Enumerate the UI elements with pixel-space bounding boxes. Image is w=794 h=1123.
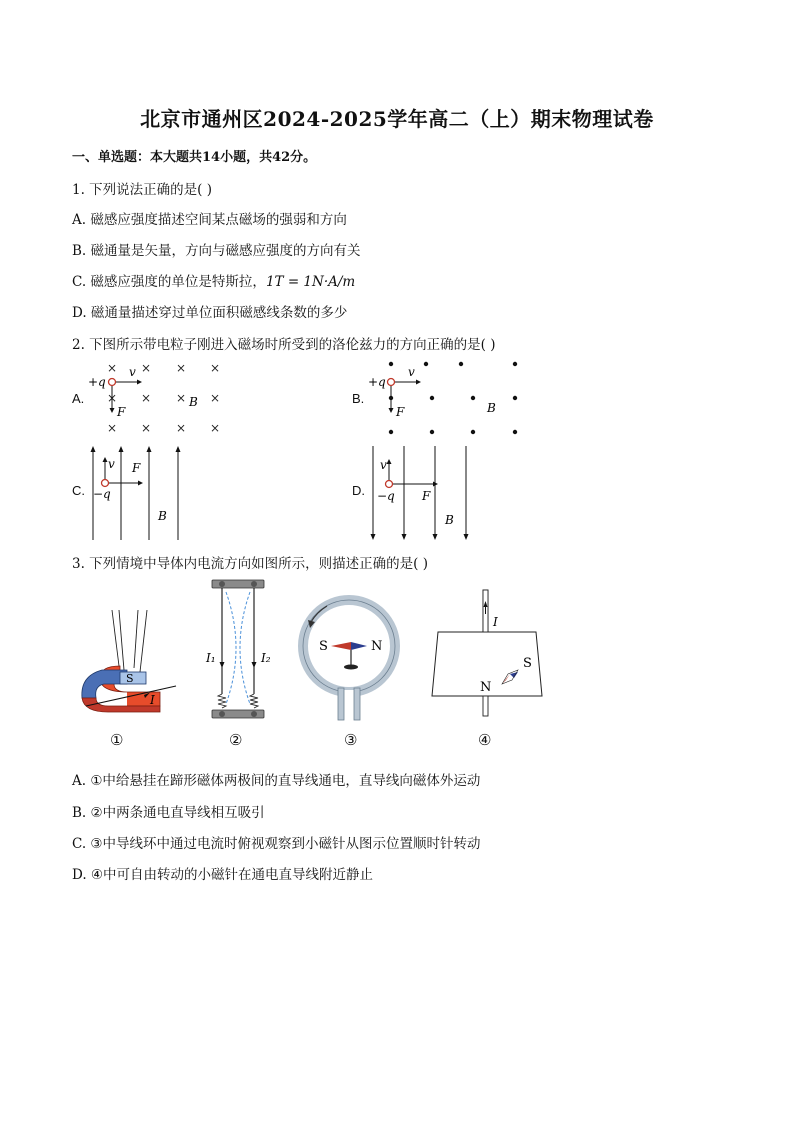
compass-s-label: S xyxy=(523,656,532,671)
wire-lower xyxy=(483,696,488,716)
suspension-threads xyxy=(112,610,147,674)
q1-option-c-text: C. 磁感应强度的单位是特斯拉， xyxy=(72,274,266,290)
v-label: v xyxy=(380,458,387,472)
section-heading: 一、单选题：本大题共14小题，共42分。 xyxy=(72,150,317,165)
svg-text:×: × xyxy=(209,421,221,435)
q2-figure-c xyxy=(85,444,195,542)
svg-text:×: × xyxy=(209,361,221,375)
q3-option-a: A. ①中给悬挂在蹄形磁体两极间的直导线通电，直导线向磁体外运动 xyxy=(72,773,481,789)
v-label: v xyxy=(108,457,115,471)
svg-text:×: × xyxy=(106,391,118,405)
compass-stand xyxy=(344,665,358,670)
q2-label-b: B. xyxy=(352,391,365,406)
q3-figure-3-current-loop xyxy=(293,590,405,722)
q3-figure-2-parallel-wires xyxy=(198,578,278,724)
compass-needle-s xyxy=(331,642,351,650)
q1-option-d: D. 磁通量描述穿过单位面积磁感线条数的多少 xyxy=(72,305,348,321)
page-title: 北京市通州区2024-2025学年高二（上）期末物理试卷 xyxy=(140,107,654,131)
v-label: v xyxy=(129,365,136,379)
q2-figure-b xyxy=(365,358,530,438)
svg-text:×: × xyxy=(140,361,152,375)
q3-figure-4-wire-plane xyxy=(430,588,546,720)
fig-label-1: ① xyxy=(110,731,124,749)
b-label: B xyxy=(189,395,198,409)
b-label: B xyxy=(487,401,496,415)
particle xyxy=(102,480,109,487)
q2-stem: 2. 下图所示带电粒子刚进入磁场时所受到的洛伦兹力的方向正确的是( ) xyxy=(72,337,496,353)
svg-text:×: × xyxy=(175,391,187,405)
svg-text:×: × xyxy=(106,421,118,435)
q3-option-c: C. ③中导线环中通过电流时俯视观察到小磁针从图示位置顺时针转动 xyxy=(72,836,481,852)
i2-label: I₂ xyxy=(261,651,271,665)
q3-option-b: B. ②中两条通电直导线相互吸引 xyxy=(72,805,265,821)
particle xyxy=(386,481,393,488)
charge-label: +q xyxy=(88,375,106,389)
charge-label: −q xyxy=(93,487,111,501)
spring-2 xyxy=(250,694,258,708)
svg-text:×: × xyxy=(106,361,118,375)
particle xyxy=(109,379,116,386)
q2-label-d: D. xyxy=(352,483,365,498)
spring-1 xyxy=(218,694,226,708)
q1-option-c xyxy=(72,270,355,290)
fig-label-3: ③ xyxy=(344,731,358,749)
pole-s-label: S xyxy=(126,672,134,685)
svg-text:×: × xyxy=(175,361,187,375)
q1-option-b: B. 磁通量是矢量，方向与磁感应强度的方向有关 xyxy=(72,243,361,259)
f-label: F xyxy=(422,489,431,503)
fig-label-4: ④ xyxy=(478,731,492,749)
q3-stem: 3. 下列情境中导体内电流方向如图所示，则描述正确的是( ) xyxy=(72,556,428,572)
compass-needle-n xyxy=(351,642,367,650)
svg-text:×: × xyxy=(175,421,187,435)
q2-label-c: C. xyxy=(72,483,85,498)
q2-label-a: A. xyxy=(72,391,85,406)
compass-n-label: N xyxy=(480,680,492,695)
charge-label: +q xyxy=(368,375,386,389)
compass-s-label: S xyxy=(319,639,328,654)
svg-text:×: × xyxy=(140,421,152,435)
particle xyxy=(388,379,395,386)
i1-label: I₁ xyxy=(206,651,216,665)
f-label: F xyxy=(117,405,126,419)
compass-n-label: N xyxy=(371,639,383,654)
q1-option-c-formula: 1T = 1N·A/m xyxy=(265,274,356,290)
v-label: v xyxy=(408,365,415,379)
current-label: I xyxy=(493,615,498,629)
f-label: F xyxy=(132,461,141,475)
cross-field xyxy=(107,361,220,435)
q2-figure-d xyxy=(365,444,475,542)
q2-figure-a xyxy=(85,358,235,438)
svg-text:×: × xyxy=(209,391,221,405)
b-label: B xyxy=(158,509,167,523)
q3-figure-1-horseshoe-magnet xyxy=(72,608,182,720)
f-label: F xyxy=(396,405,405,419)
q3-option-d: D. ④中可自由转动的小磁针在通电直导线附近静止 xyxy=(72,867,374,883)
q1-stem: 1. 下列说法正确的是( ) xyxy=(72,182,212,198)
q1-option-a: A. 磁感应强度描述空间某点磁场的强弱和方向 xyxy=(72,212,347,228)
svg-text:×: × xyxy=(140,391,152,405)
fig-label-2: ② xyxy=(229,731,243,749)
b-label: B xyxy=(445,513,454,527)
charge-label: −q xyxy=(377,489,395,503)
current-label: I xyxy=(150,693,155,707)
